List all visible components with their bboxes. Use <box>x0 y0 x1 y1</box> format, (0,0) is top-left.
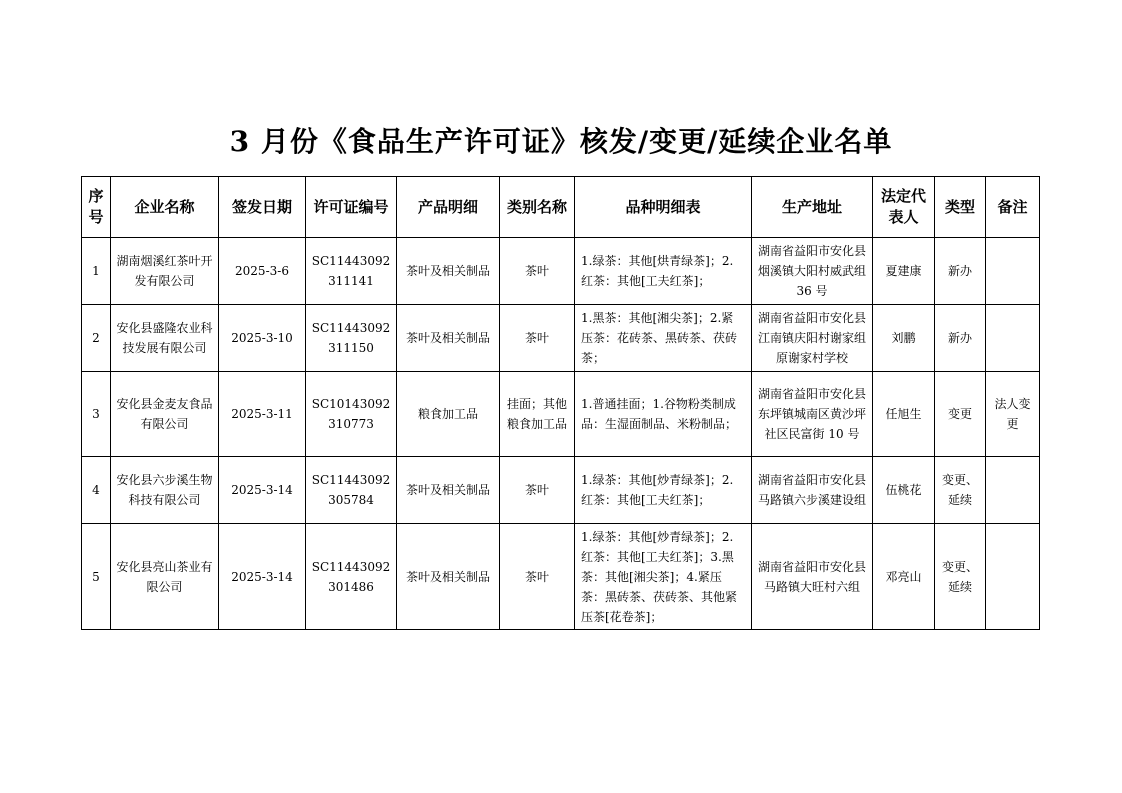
cell-seq: 5 <box>82 524 111 630</box>
header-license-no: 许可证编号 <box>306 177 397 238</box>
page-title: 3 月份《食品生产许可证》核发/变更/延续企业名单 <box>229 125 893 158</box>
cell-company: 安化县亮山茶业有限公司 <box>111 524 219 630</box>
cell-type: 新办 <box>935 238 986 305</box>
cell-license-no: SC11443092305784 <box>306 457 397 524</box>
cell-variety-list: 1.绿茶：其他[炒青绿茶]；2.红茶：其他[工夫红茶]； <box>575 457 752 524</box>
cell-address: 湖南省益阳市安化县马路镇大旺村六组 <box>752 524 873 630</box>
cell-license-no: SC11443092311141 <box>306 238 397 305</box>
table-header-row <box>82 177 1040 238</box>
cell-category: 茶叶 <box>500 457 575 524</box>
header-legal-rep: 法定代表人 <box>873 177 935 238</box>
cell-license-no: SC11443092311150 <box>306 305 397 372</box>
cell-remarks <box>986 524 1040 630</box>
cell-variety-list: 1.黑茶：其他[湘尖茶]；2.紧压茶：花砖茶、黑砖茶、茯砖茶； <box>575 305 752 372</box>
cell-category: 茶叶 <box>500 238 575 305</box>
cell-products: 茶叶及相关制品 <box>397 305 500 372</box>
cell-company: 安化县盛隆农业科技发展有限公司 <box>111 305 219 372</box>
cell-seq: 1 <box>82 238 111 305</box>
header-company: 企业名称 <box>111 177 219 238</box>
cell-address: 湖南省益阳市安化县江南镇庆阳村谢家组原谢家村学校 <box>752 305 873 372</box>
cell-remarks: 法人变更 <box>986 372 1040 457</box>
license-table <box>81 176 1040 630</box>
cell-type: 新办 <box>935 305 986 372</box>
cell-legal-rep: 伍桃花 <box>873 457 935 524</box>
header-variety-list: 品种明细表 <box>575 177 752 238</box>
cell-products: 茶叶及相关制品 <box>397 524 500 630</box>
table-row <box>82 305 1040 372</box>
cell-remarks <box>986 305 1040 372</box>
cell-variety-list: 1.绿茶：其他[烘青绿茶]；2.红茶：其他[工夫红茶]； <box>575 238 752 305</box>
table-row <box>82 524 1040 630</box>
header-products: 产品明细 <box>397 177 500 238</box>
cell-issue-date: 2025-3-11 <box>219 372 306 457</box>
header-issue-date: 签发日期 <box>219 177 306 238</box>
cell-address: 湖南省益阳市安化县马路镇六步溪建设组 <box>752 457 873 524</box>
cell-seq: 2 <box>82 305 111 372</box>
cell-variety-list: 1.普通挂面；1.谷物粉类制成品：生湿面制品、米粉制品； <box>575 372 752 457</box>
cell-company: 安化县六步溪生物科技有限公司 <box>111 457 219 524</box>
cell-type: 变更 <box>935 372 986 457</box>
cell-issue-date: 2025-3-10 <box>219 305 306 372</box>
cell-legal-rep: 刘鹏 <box>873 305 935 372</box>
header-remarks: 备注 <box>986 177 1040 238</box>
cell-company: 湖南烟溪红茶叶开发有限公司 <box>111 238 219 305</box>
cell-variety-list: 1.绿茶：其他[炒青绿茶]；2.红茶：其他[工夫红茶]；3.黑茶：其他[湘尖茶]；4.紧压茶：黑砖茶、茯砖茶、其他紧压茶[花卷茶]； <box>575 524 752 630</box>
cell-address: 湖南省益阳市安化县烟溪镇大阳村威武组 36 号 <box>752 238 873 305</box>
cell-legal-rep: 邓亮山 <box>873 524 935 630</box>
cell-type: 变更、延续 <box>935 524 986 630</box>
cell-remarks <box>986 457 1040 524</box>
cell-issue-date: 2025-3-14 <box>219 457 306 524</box>
cell-type: 变更、延续 <box>935 457 986 524</box>
cell-products: 茶叶及相关制品 <box>397 238 500 305</box>
cell-address: 湖南省益阳市安化县东坪镇城南区黄沙坪社区民富街 10 号 <box>752 372 873 457</box>
header-seq: 序号 <box>82 177 111 238</box>
cell-category: 茶叶 <box>500 305 575 372</box>
cell-license-no: SC11443092301486 <box>306 524 397 630</box>
cell-products: 茶叶及相关制品 <box>397 457 500 524</box>
cell-remarks <box>986 238 1040 305</box>
header-type: 类型 <box>935 177 986 238</box>
cell-company: 安化县金麦友食品有限公司 <box>111 372 219 457</box>
cell-seq: 3 <box>82 372 111 457</box>
header-category: 类别名称 <box>500 177 575 238</box>
table-row <box>82 372 1040 457</box>
cell-seq: 4 <box>82 457 111 524</box>
cell-issue-date: 2025-3-14 <box>219 524 306 630</box>
table-row <box>82 238 1040 305</box>
cell-legal-rep: 任旭生 <box>873 372 935 457</box>
cell-issue-date: 2025-3-6 <box>219 238 306 305</box>
cell-legal-rep: 夏建康 <box>873 238 935 305</box>
table-row <box>82 457 1040 524</box>
cell-license-no: SC10143092310773 <box>306 372 397 457</box>
header-address: 生产地址 <box>752 177 873 238</box>
cell-category: 茶叶 <box>500 524 575 630</box>
cell-products: 粮食加工品 <box>397 372 500 457</box>
cell-category: 挂面；其他粮食加工品 <box>500 372 575 457</box>
